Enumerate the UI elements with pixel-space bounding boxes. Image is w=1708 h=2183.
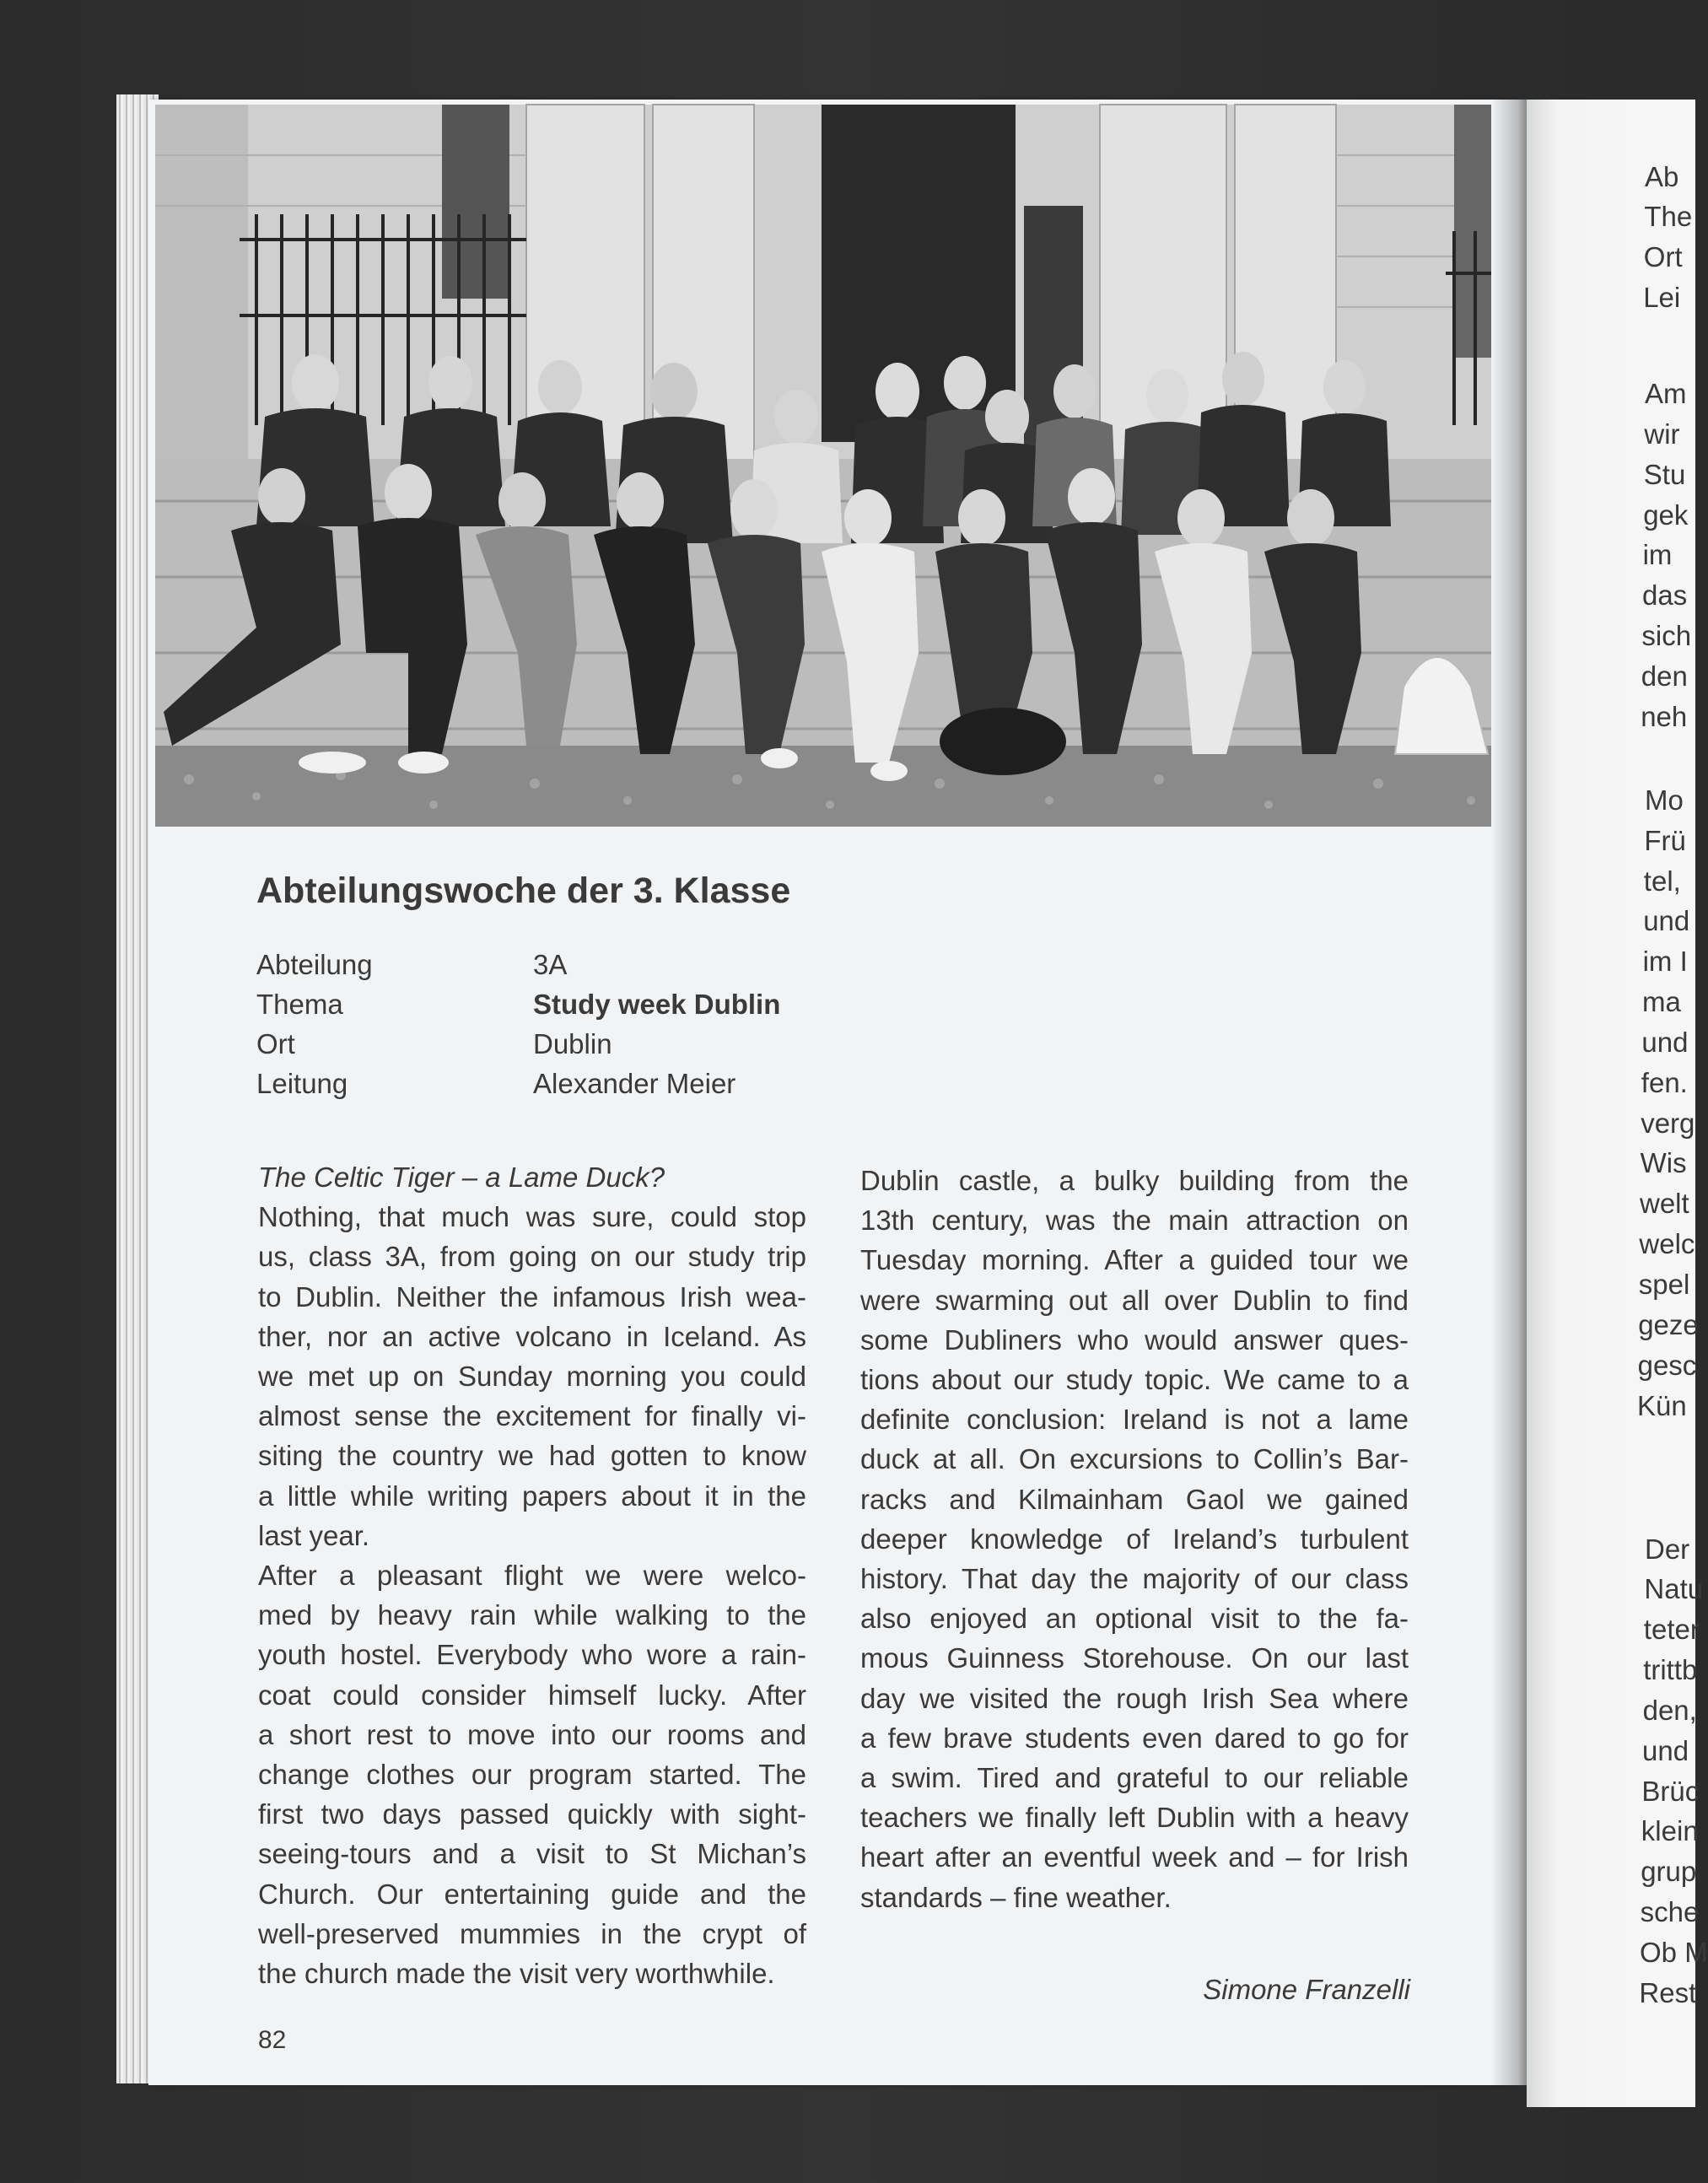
info-label: Ort (256, 1028, 295, 1059)
article-subtitle: The Celtic Tiger – a Lame Duck? (258, 1162, 665, 1193)
text-line: a few brave students even dared to go for (860, 1722, 1409, 1754)
facing-page-fragment: Ob M (1640, 1937, 1708, 1968)
facing-page-fragment: Der (1645, 1533, 1690, 1565)
facing-page-fragment: sich (1641, 620, 1692, 651)
text-line: almost sense the excitement for finally vi- (258, 1400, 806, 1432)
facing-page-fragment: neh (1641, 701, 1688, 732)
facing-page-fragment: welc (1639, 1228, 1695, 1259)
text-line: mous Guinness Storehouse. On our last (860, 1642, 1409, 1674)
facing-page-fragment: sche (1640, 1896, 1700, 1927)
text-line: last year. (258, 1519, 370, 1551)
info-value: Alexander Meier (533, 1068, 736, 1099)
facing-page-fragment: Wis (1640, 1147, 1687, 1178)
page-number: 82 (258, 2026, 287, 2054)
facing-page-fragment: Stu (1643, 459, 1686, 490)
facing-page-fragment: das (1642, 579, 1688, 611)
text-line: racks and Kilmainham Gaol we gained (860, 1483, 1409, 1515)
facing-page-fragment: Ort (1643, 241, 1683, 272)
facing-page-fragment: gek (1643, 499, 1689, 531)
facing-page-fragment: wir (1644, 418, 1680, 450)
info-label: Thema (256, 989, 343, 1020)
text-line: deeper knowledge of Ireland’s turbulent (860, 1523, 1409, 1555)
text-line: 13th century, was the main attraction on (860, 1205, 1409, 1237)
facing-page-fragment: teter (1643, 1614, 1700, 1645)
text-line: the church made the visit very worthwhile. (258, 1958, 775, 1990)
text-line: teachers we finally left Dublin with a heavy (860, 1802, 1409, 1834)
facing-page-fragment: den (1641, 660, 1688, 692)
facing-page-fragment: trittb (1643, 1654, 1698, 1685)
text-line: were swarming out all over Dublin to find (860, 1284, 1409, 1316)
text-line: well-preserved mummies in the crypt of (258, 1917, 806, 1949)
facing-page-fragment: im (1642, 539, 1673, 570)
text-line: a short rest to move into our rooms and (258, 1718, 806, 1750)
text-line: some Dubliners who would answer ques- (860, 1323, 1409, 1356)
facing-page-fragment: tel, (1643, 865, 1681, 897)
text-line: Church. Our entertaining guide and the (258, 1878, 806, 1910)
info-value: Dublin (533, 1028, 612, 1059)
info-value: 3A (533, 949, 568, 980)
text-line: heart after an eventful week and – for Irish (860, 1841, 1409, 1873)
facing-page-fragment: Ab (1645, 161, 1679, 192)
facing-page-fragment: welt (1640, 1188, 1689, 1219)
text-line: med by heavy rain while walking to the (258, 1599, 806, 1631)
facing-page-fragment: und (1642, 1735, 1689, 1766)
author-name: Simone Franzelli (1203, 1974, 1410, 2005)
text-line: definite conclusion: Ireland is not a lame (860, 1404, 1409, 1436)
facing-page-fragment: den, (1642, 1695, 1697, 1726)
text-line: standards – fine weather. (860, 1881, 1172, 1913)
text-line: duck at all. On excursions to Collin’s Bar- (860, 1443, 1409, 1475)
text-line: youth hostel. Everybody who wore a rain- (258, 1639, 806, 1671)
text-line: After a pleasant flight we were welco- (258, 1560, 806, 1592)
facing-page-fragment: ma (1642, 986, 1681, 1017)
text-line: day we visited the rough Irish Sea where (860, 1682, 1409, 1714)
text-line: a little while writing papers about it in the (258, 1480, 806, 1512)
text-line: Dublin castle, a bulky building from the (860, 1165, 1409, 1196)
facing-page-fragment: Rest (1639, 1977, 1697, 2008)
left-column (258, 1157, 806, 1993)
text-line: Tuesday morning. After a guided tour we (860, 1244, 1409, 1276)
facing-page-fragment: im I (1642, 946, 1688, 977)
text-line: seeing-tours and a visit to St Michan’s (258, 1838, 806, 1870)
facing-page (1527, 100, 1708, 2107)
text-line: coat could consider himself lucky. After (258, 1679, 806, 1711)
facing-page-fragment: Kün (1637, 1390, 1687, 1421)
text-line: history. That day the majority of our class (860, 1563, 1409, 1595)
facing-page-fragment: Am (1645, 378, 1687, 409)
facing-page-fragment: grup (1641, 1856, 1697, 1887)
text-line: siting the country we had gotten to know (258, 1440, 806, 1472)
facing-page-fragment: Lei (1643, 282, 1681, 313)
facing-page-fragment: Natu (1644, 1573, 1704, 1604)
facing-page-fragment: fen. (1641, 1067, 1688, 1098)
info-value: Study week Dublin (533, 989, 781, 1020)
facing-page-fragment: Mo (1645, 784, 1684, 816)
text-line: to Dublin. Neither the infamous Irish wea- (258, 1280, 806, 1312)
facing-page-fragment: und (1643, 905, 1690, 936)
text-line: change clothes our program started. The (258, 1759, 806, 1791)
text-line: us, class 3A, from going on our study trip (258, 1241, 806, 1273)
text-line: a swim. Tired and grateful to our reliable (860, 1762, 1409, 1794)
right-column (860, 1161, 1409, 1917)
text-line: tions about our study topic. We came to a (860, 1364, 1409, 1396)
facing-page-fragment: verg (1641, 1108, 1695, 1139)
text-line: first two days passed quickly with sight- (258, 1798, 806, 1830)
magazine-page (148, 100, 1513, 2085)
group-photo (155, 105, 1506, 827)
info-label: Leitung (256, 1068, 348, 1099)
group-photo-illustration (155, 105, 1506, 827)
text-line: Nothing, that much was sure, could stop (258, 1201, 806, 1233)
text-line: ther, nor an active volcano in Iceland. As (258, 1320, 806, 1352)
text-line: also enjoyed an optional visit to the fa- (860, 1603, 1409, 1635)
info-label: Abteilung (256, 949, 373, 980)
facing-page-fragment: Brüc (1641, 1776, 1700, 1807)
facing-page-fragment: und (1641, 1027, 1689, 1058)
article-title: Abteilungswoche der 3. Klasse (256, 871, 791, 911)
facing-page-fragment: gesc (1637, 1350, 1697, 1381)
facing-page-fragment: klein (1641, 1815, 1699, 1846)
facing-page-fragment: spel (1638, 1269, 1690, 1300)
right-column-text (860, 1161, 1409, 1917)
left-column-text (258, 1197, 806, 1993)
facing-page-fragment: The (1644, 201, 1693, 232)
facing-page-fragment: geze (1638, 1309, 1699, 1340)
facing-page-fragment: Frü (1644, 825, 1686, 856)
text-line: we met up on Sunday morning you could (258, 1361, 806, 1393)
